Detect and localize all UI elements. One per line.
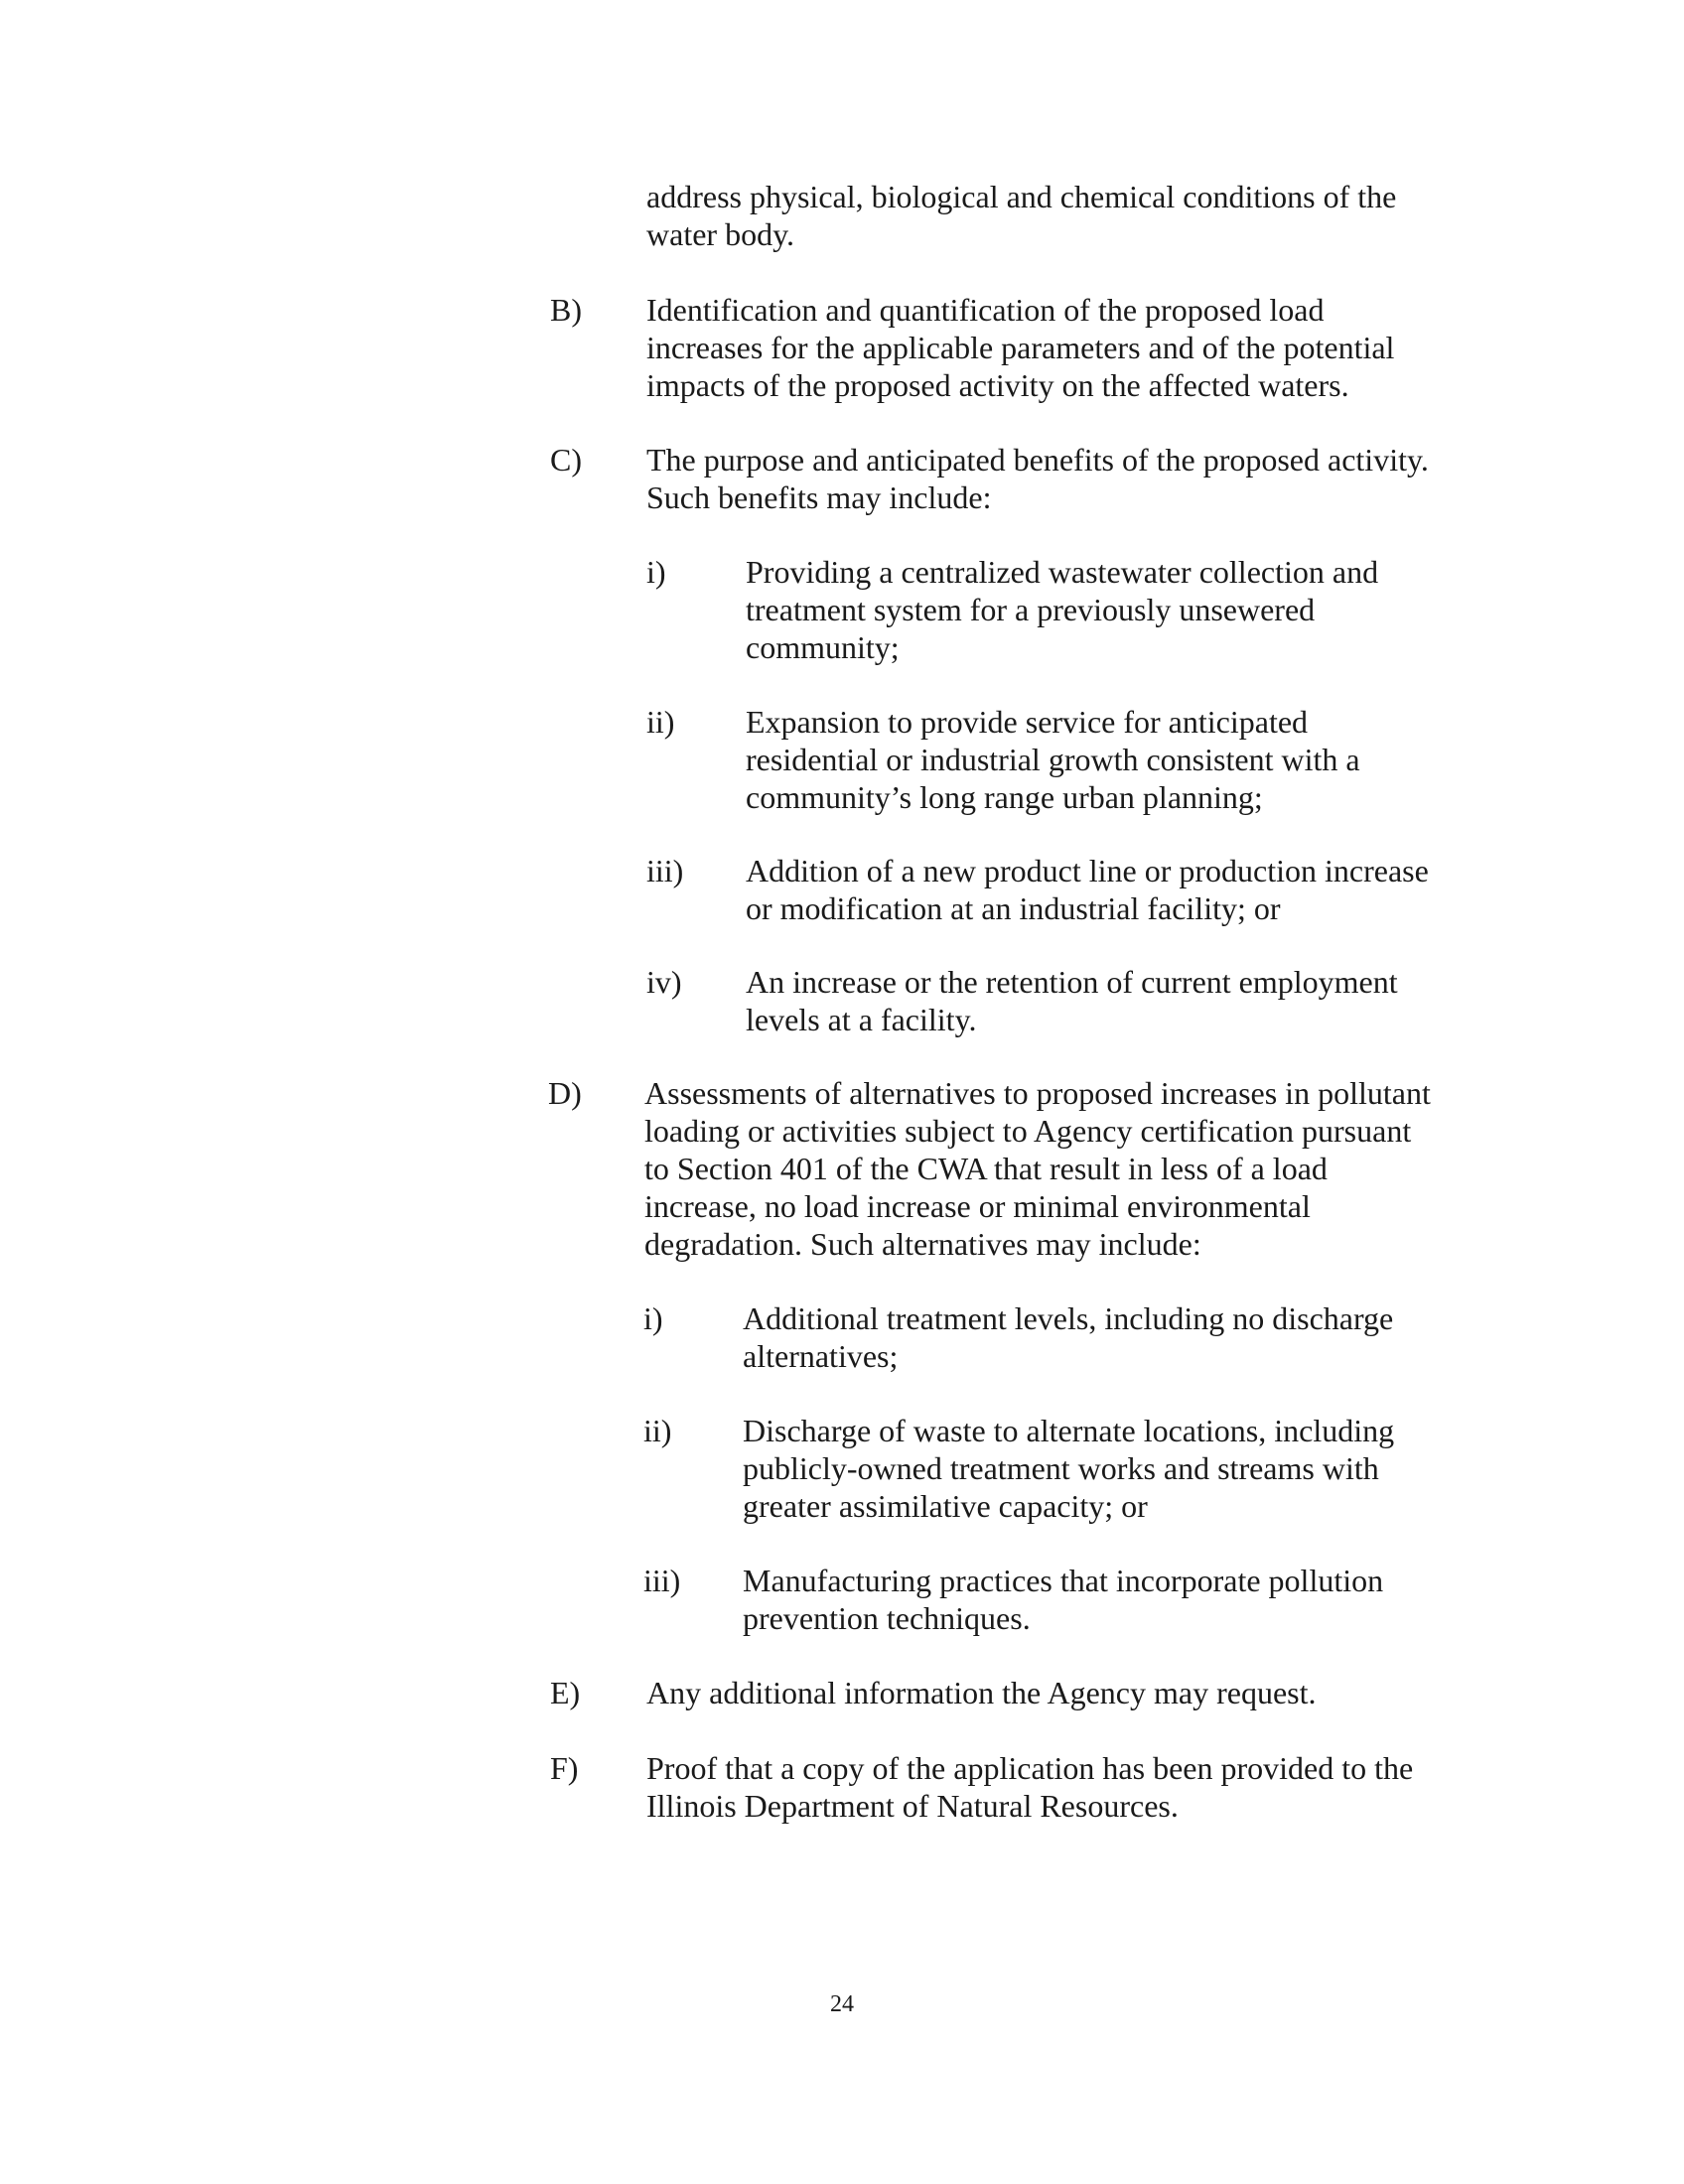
page-number: 24 [830,1991,854,2017]
item-label-c-iv: iv) [646,964,682,1000]
item-text-e: Any additional information the Agency may request. [646,1675,1317,1710]
item-text-c-iii: Addition of a new product line or production increase or modification at an industrial facility; or [746,853,1429,926]
item-text-d-ii: Discharge of waste to alternate locations, including publicly-owned treatment works and streams with greater assimilative capacity; or [743,1413,1395,1524]
item-label-b: B) [550,292,582,328]
item-label-d-i: i) [643,1300,663,1336]
item-text-d-iii: Manufacturing practices that incorporate pollution prevention techniques. [743,1563,1384,1636]
item-text-d: Assessments of alternatives to proposed increases in pollutant loading or activities subject to Agency certification pursuant to Section 401 of the CWA that result in less of a load increase, no load increase or minimal environmental degradation. Such alternatives may include: [644,1075,1431,1262]
item-text-c-iv: An increase or the retention of current employment levels at a facility. [746,964,1398,1037]
item-label-d-iii: iii) [643,1563,681,1598]
item-text-d-i: Additional treatment levels, including no discharge alternatives; [743,1300,1394,1374]
item-label-c-i: i) [646,554,666,590]
item-label-f: F) [550,1750,579,1786]
item-label-c-iii: iii) [646,853,684,888]
item-text-c-i: Providing a centralized wastewater collection and treatment system for a previously unsewered community; [746,554,1379,665]
item-text-c-ii: Expansion to provide service for anticipated residential or industrial growth consistent with a community’s long range urban planning; [746,704,1360,815]
continuation-paragraph: address physical, biological and chemical conditions of the water body. [646,179,1397,252]
item-text-f: Proof that a copy of the application has been provided to the Illinois Department of Natural Resources. [646,1750,1414,1824]
item-label-e: E) [550,1675,581,1710]
item-label-c-ii: ii) [646,704,675,740]
item-label-d-ii: ii) [643,1413,672,1448]
item-text-c: The purpose and anticipated benefits of the proposed activity. Such benefits may include: [646,442,1429,515]
item-label-c: C) [550,442,582,478]
item-label-d: D) [548,1075,582,1111]
item-text-b: Identification and quantification of the proposed load increases for the applicable parameters and of the potential impacts of the proposed activity on the affected waters. [646,292,1395,403]
